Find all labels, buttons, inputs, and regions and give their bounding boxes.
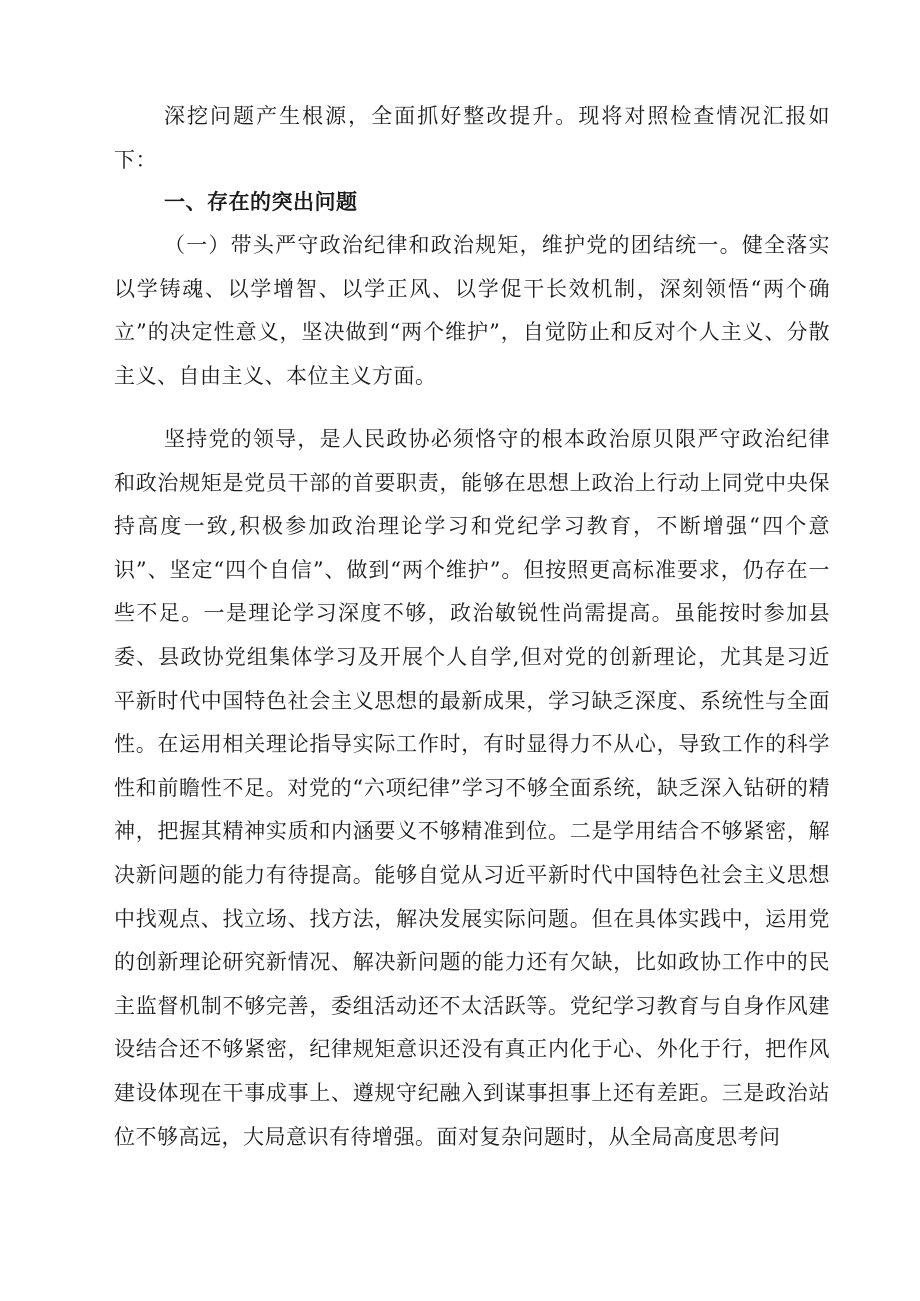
intro-paragraph: 深挖问题产生根源，全面抓好整改提升。现将对照检查情况汇报如下： (114, 104, 830, 172)
subsection-paragraph: （一）带头严守政治纪律和政治规矩，维护党的团结统一。健全落实以学铸魂、以学增智、以学正风、以学促干长效机制，深刻领悟“两个确立”的决定性意义，坚决做到“两个维护”，自觉防止和反对个人主义、分散主义、自由主义、本位主义方面。 (114, 233, 830, 388)
section-heading: 一、存在的突出问题 (164, 190, 358, 214)
body-paragraph: 坚持党的领导，是人民政协必须恪守的根本政治原贝限严守政治纪律和政治规矩是党员干部的首要职责，能够在思想上政治上行动上同党中央保持高度一致,积极参加政治理论学习和党纪学习教育，不断增强“四个意识”、坚定“四个自信”、做到“两个维护”。但按照更高标准要求，仍存在一些不足。一是理论学习深度不够，政治敏锐性尚需提高。虽能按时参加县委、县政协党组集体学习及开展个人自学,但对党的创新理论，尤其是习近平新时代中国特色社会主义思想的最新成果，学习缺乏深度、系统性与全面性。在运用相关理论指导实际工作时，有时显得力不从心，导致工作的科学性和前瞻性不足。对党的“六项纪律”学习不够全面系统，缺乏深入钻研的精神，把握其精神实质和内涵要义不够精准到位。二是学用结合不够紧密，解决新问题的能力有待提高。能够自觉从习近平新时代中国特色社会主义思想中找观点、找立场、找方法，解决发展实际问题。但在具体实践中，运用党的创新理论研究新情况、解决新问题的能力还有欠缺，比如政协工作中的民主监督机制不够完善，委组活动还不太活跃等。党纪学习教育与自身作风建设结合还不够紧密，纪律规矩意识还没有真正内化于心、外化于行，把作风建设体现在干事成事上、遵规守纪融入到谋事担事上还有差距。三是政治站位不够高远，大局意识有待增强。面对复杂问题时，从全局高度思考问 (114, 427, 830, 1149)
